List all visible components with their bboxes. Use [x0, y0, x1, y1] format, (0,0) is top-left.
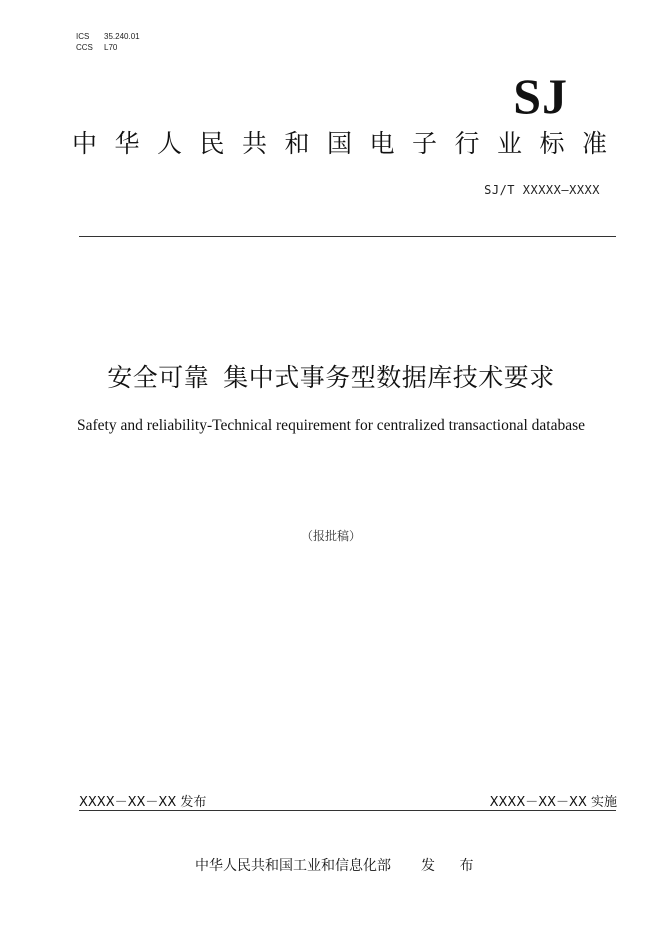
- draft-status-note: （报批稿）: [300, 529, 361, 543]
- title-chinese-part2: 集中式事务型数据库技术要求: [223, 363, 555, 392]
- ics-row: [76, 31, 140, 42]
- ics-label: ICS: [76, 32, 90, 41]
- release-date: XXXX－XX－XX 发布: [79, 795, 207, 810]
- document-title-chinese: [0, 358, 662, 398]
- sj-logo: SJ: [513, 68, 568, 124]
- publisher-line: [195, 855, 483, 875]
- document-title-english: Safety and reliability-Technical requirement for centralized transactional database: [76, 417, 586, 434]
- classification-codes: [76, 31, 140, 53]
- ccs-value: L70: [104, 43, 118, 52]
- publish-verb: 发 布: [421, 858, 484, 874]
- bottom-divider: [79, 810, 616, 811]
- implementation-date: XXXX－XX－XX 实施: [489, 795, 617, 810]
- top-divider: [79, 236, 616, 237]
- publisher-name: 中华人民共和国工业和信息化部: [195, 858, 391, 874]
- ccs-label: CCS: [76, 43, 93, 52]
- ics-value: 35.240.01: [104, 32, 140, 41]
- ccs-row: [76, 42, 140, 53]
- standard-category-title: 中华人民共和国电子行业标准: [72, 129, 625, 158]
- standard-number: SJ/T XXXXX—XXXX: [484, 183, 600, 197]
- title-chinese-part1: 安全可靠: [107, 363, 210, 392]
